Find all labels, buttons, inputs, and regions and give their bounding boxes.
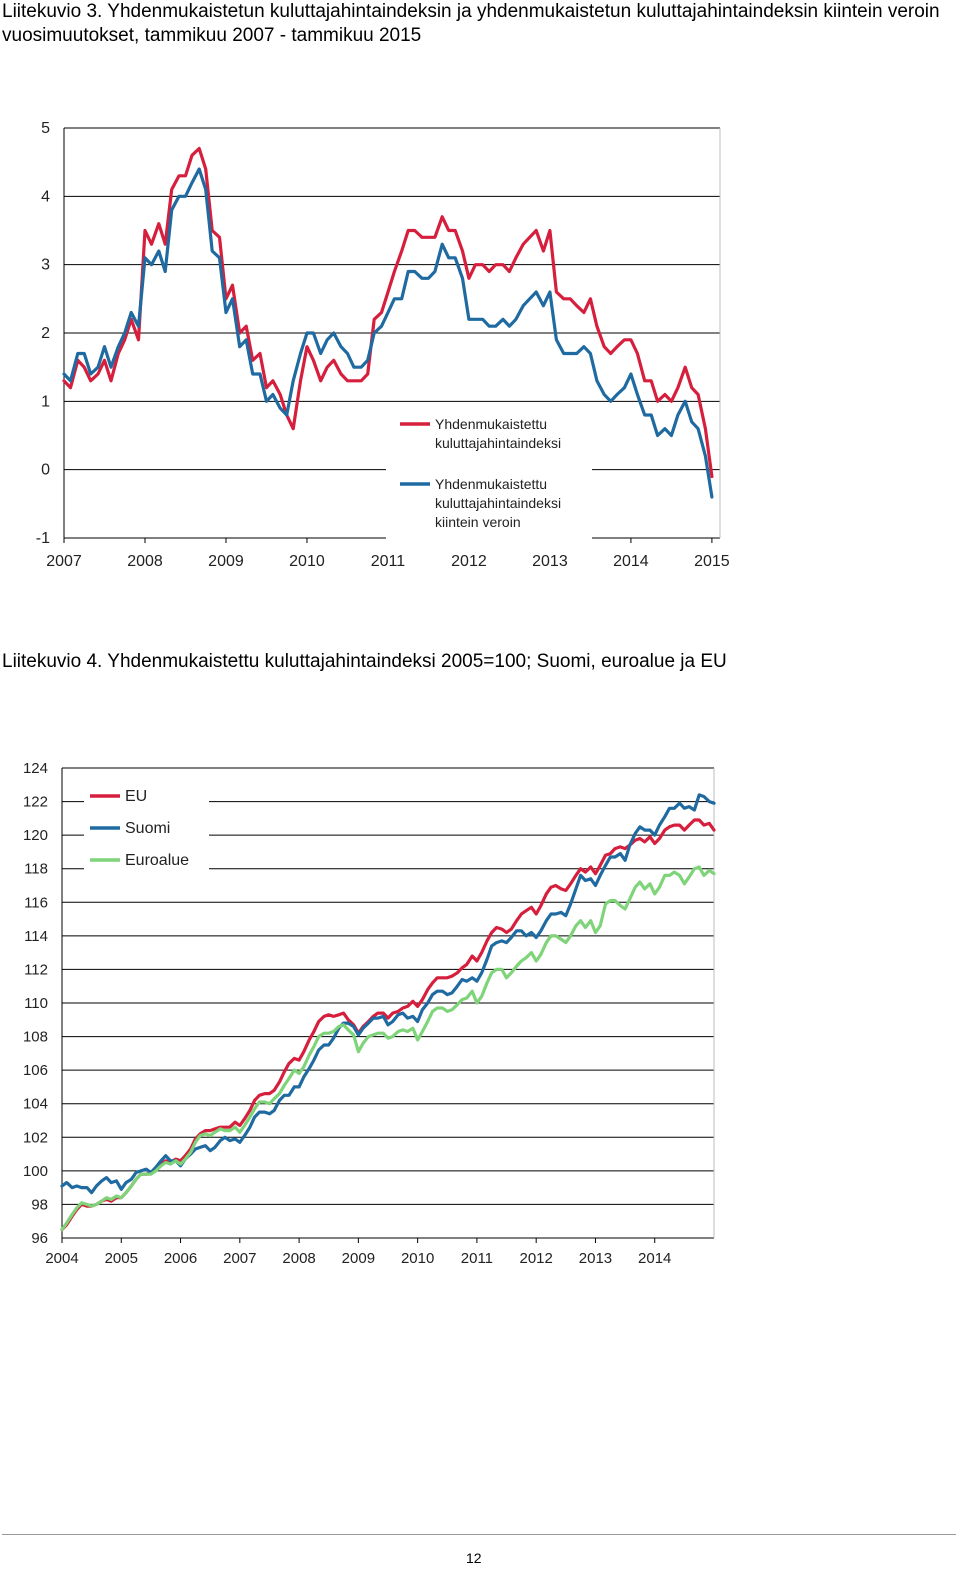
y-tick-label: 0 bbox=[41, 461, 50, 479]
chart-fig4 bbox=[0, 750, 760, 1280]
y-tick-labels bbox=[23, 760, 48, 1247]
y-tick-label: 120 bbox=[22, 827, 48, 845]
x-tick-label: 2011 bbox=[370, 553, 406, 570]
legend-label: Euroalue bbox=[125, 852, 190, 869]
y-tick-label: 3 bbox=[41, 256, 50, 274]
x-tick-label: 2004 bbox=[45, 1250, 79, 1267]
x-tick-label: 2006 bbox=[163, 1250, 198, 1267]
y-tick-label: 112 bbox=[24, 961, 48, 979]
x-tick-label: 2005 bbox=[104, 1250, 138, 1267]
chart-fig3 bbox=[0, 110, 760, 580]
legend-label: Suomi bbox=[125, 820, 171, 837]
x-tick-label: 2012 bbox=[451, 553, 487, 570]
figure-4-caption: Liitekuvio 4. Yhdenmukaistettu kuluttajahintaindeksi 2005=100; Suomi, euroalue ja EU bbox=[2, 651, 727, 672]
x-tick-label: 2008 bbox=[282, 1250, 316, 1267]
legend-label: EU bbox=[125, 788, 148, 805]
x-tick-label: 2009 bbox=[341, 1250, 376, 1267]
y-tick-label: 102 bbox=[22, 1129, 48, 1147]
y-tick-label: 98 bbox=[31, 1196, 48, 1214]
legend-label: Yhdenmukaistettu bbox=[435, 416, 548, 432]
series-line bbox=[62, 867, 714, 1230]
x-tick-label: 2014 bbox=[613, 553, 649, 570]
y-tick-label: 124 bbox=[22, 760, 48, 777]
y-tick-label: 100 bbox=[22, 1162, 48, 1180]
y-tick-label: 114 bbox=[24, 927, 48, 945]
x-tick-labels bbox=[45, 1250, 671, 1267]
figure-3-caption: Liitekuvio 3. Yhdenmukaistetun kuluttajahintaindeksin ja yhdenmukaistetun kuluttajahintaindeksin kiintein veroin vuosimuutokset, tammikuu 2007 - tammikuu 2015 bbox=[2, 1, 940, 46]
y-tick-labels bbox=[36, 120, 50, 547]
x-tick-label: 2010 bbox=[400, 1250, 435, 1267]
x-tick-label: 2008 bbox=[127, 553, 163, 570]
x-tick-label: 2015 bbox=[694, 553, 730, 570]
x-tick-labels bbox=[46, 553, 730, 570]
legend-label: kuluttajahintaindeksi bbox=[435, 435, 562, 451]
x-tick-label: 2012 bbox=[519, 1250, 553, 1267]
y-tick-label: 5 bbox=[41, 120, 50, 137]
legend bbox=[386, 408, 592, 548]
legend-label: Yhdenmukaistettu bbox=[435, 476, 548, 492]
x-tick-label: 2014 bbox=[638, 1250, 672, 1267]
y-tick-label: 106 bbox=[22, 1062, 48, 1080]
legend-label: kiintein veroin bbox=[435, 514, 521, 530]
legend-label: kuluttajahintaindeksi bbox=[435, 495, 562, 511]
y-tick-label: 104 bbox=[22, 1095, 48, 1113]
x-tick-label: 2010 bbox=[289, 553, 325, 570]
x-tick-label: 2013 bbox=[578, 1250, 613, 1267]
y-tick-label: 118 bbox=[24, 860, 48, 878]
y-tick-label: 108 bbox=[22, 1028, 48, 1046]
y-tick-label: 122 bbox=[22, 793, 48, 811]
x-tick-label: 2011 bbox=[460, 1250, 494, 1267]
y-tick-label: 4 bbox=[41, 188, 50, 206]
y-tick-label: 116 bbox=[24, 894, 48, 912]
x-tick-label: 2007 bbox=[223, 1250, 257, 1267]
y-tick-label: 110 bbox=[24, 995, 48, 1012]
x-tick-label: 2013 bbox=[532, 553, 568, 570]
x-tick-label: 2009 bbox=[208, 553, 244, 570]
y-tick-label: -1 bbox=[35, 530, 50, 547]
y-tick-label: 96 bbox=[31, 1230, 48, 1247]
y-tick-label: 2 bbox=[41, 325, 50, 342]
page-number: 12 bbox=[466, 1550, 482, 1566]
x-tick-label: 2007 bbox=[46, 553, 82, 570]
footer-rule bbox=[2, 1534, 956, 1535]
y-tick-label: 1 bbox=[41, 393, 50, 411]
legend bbox=[84, 776, 209, 876]
